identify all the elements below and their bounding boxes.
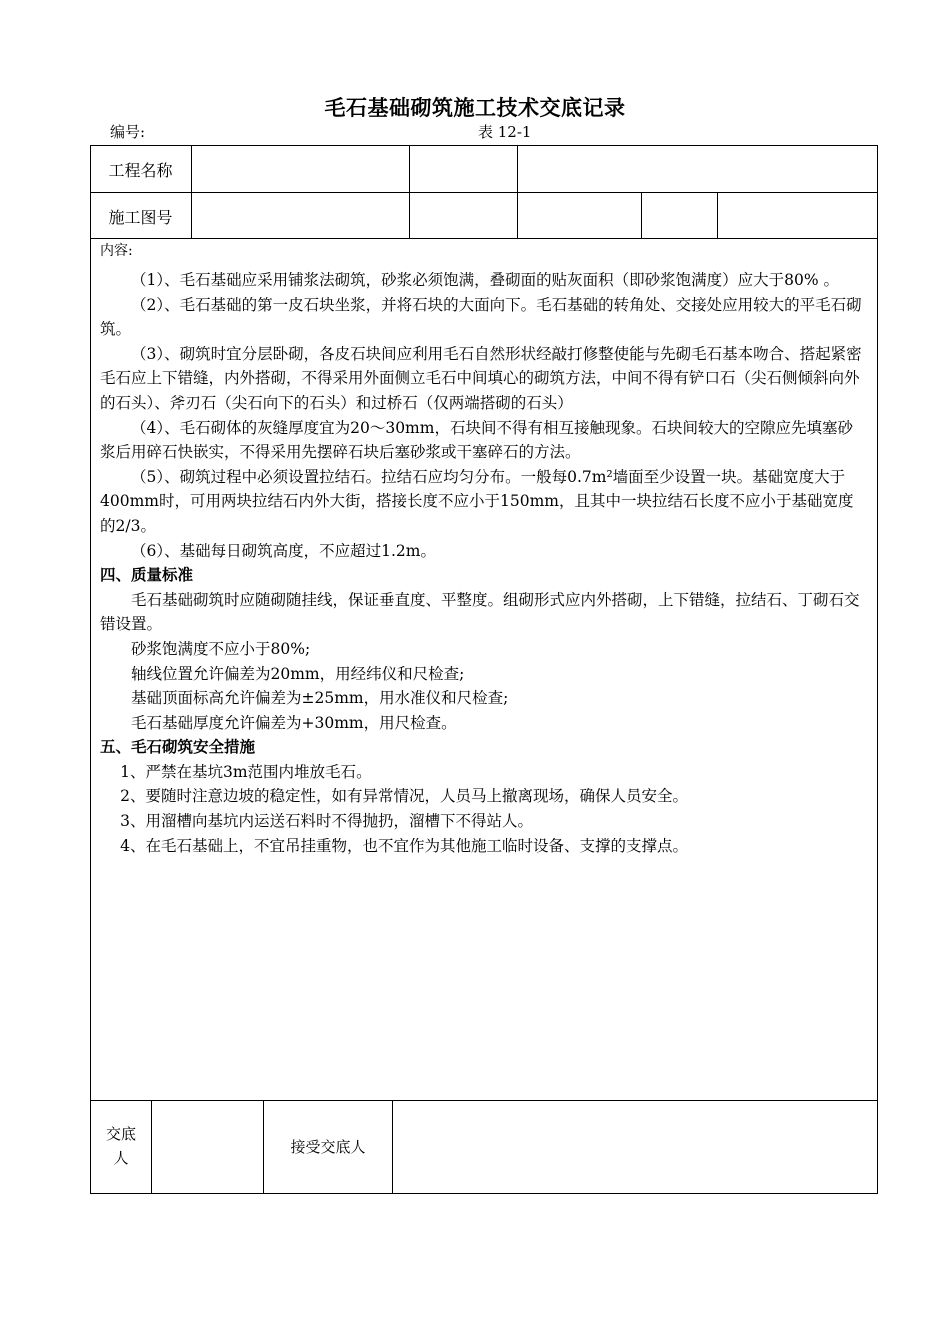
paragraph-2: （2）、毛石基础的第一皮石块坐浆，并将石块的大面向下。毛石基础的转角处、交接处应用较大的平毛石砌筑。 — [100, 295, 862, 339]
project-name-value[interactable] — [192, 146, 408, 191]
safety-item-1: 1、严禁在基坑3m范围内堆放毛石。 — [120, 762, 372, 781]
quality-item-2: 轴线位置允许偏差为20mm，用经纬仪和尺检查; — [131, 664, 465, 683]
paragraph-1: （1）、毛石基础应采用铺浆法砌筑，砂浆必须饱满，叠砌面的贴灰面积（即砂浆饱满度）应大于80% 。 — [131, 271, 839, 289]
table-number: 表 12-1 — [478, 123, 532, 141]
receiver-label: 接受交底人 — [290, 1138, 366, 1156]
section-4-intro: 毛石基础砌筑时应随砌随挂线，保证垂直度、平整度。组砌形式应内外搭砌，上下错缝，拉结石、丁砌石交错设置。 — [100, 590, 860, 634]
paragraph-6: （6）、基础每日砌筑高度，不应超过1.2m。 — [131, 541, 436, 560]
safety-item-2: 2、要随时注意边坡的稳定性，如有异常情况，人员马上撤离现场，确保人员安全。 — [120, 787, 689, 806]
receiver-signature[interactable] — [393, 1101, 877, 1193]
drawing-no-label: 施工图号 — [108, 208, 173, 227]
row-divider-2 — [90, 238, 878, 239]
col-divider-b — [409, 145, 410, 238]
safety-item-4: 4、在毛石基础上，不宜吊挂重物，也不宜作为其他施工临时设备、支撑的支撑点。 — [120, 836, 689, 855]
section-4-heading: 四、质量标准 — [100, 565, 194, 585]
handover-person-label: 交底人 — [105, 1125, 136, 1167]
paragraph-4: （4）、毛石砌体的灰缝厚度宜为20～30mm，石块间不得有相互接触现象。石块间较大的空隙应先填塞砂浆后用碎石快嵌实，不得采用先摆碎石块后塞砂浆或干塞碎石的方法。 — [100, 418, 853, 462]
quality-item-3: 基础顶面标高允许偏差为±25mm，用水准仪和尺检查; — [131, 689, 509, 708]
project-name-label: 工程名称 — [108, 161, 173, 180]
col-divider-c — [517, 145, 518, 238]
code-label: 编号: — [110, 123, 146, 141]
col-divider-e — [717, 192, 718, 238]
content-label: 内容: — [100, 243, 133, 259]
quality-item-1: 砂浆饱满度不应小于80%; — [131, 639, 311, 658]
quality-item-4: 毛石基础厚度允许偏差为+30mm，用尺检查。 — [131, 713, 457, 732]
safety-item-3: 3、用溜槽向基坑内运送石料时不得抛扔，溜槽下不得站人。 — [120, 812, 534, 831]
content-area — [100, 240, 866, 858]
handover-person-signature[interactable] — [152, 1101, 262, 1193]
paragraph-3: （3）、砌筑时宜分层卧砌，各皮石块间应利用毛石自然形状经敲打修整使能与先砌毛石基本吻合、搭起紧密毛石应上下错缝，内外搭砌，不得采用外面侧立毛石中间填心的砌筑方法，中间不得有铲口石（尖石侧倾斜向外的石头）、斧刃石（尖石向下的石头）和过桥石（仅两端搭砌的石头） — [100, 344, 862, 412]
drawing-no-value[interactable] — [192, 193, 408, 237]
paragraph-5: （5）、砌筑过程中必须设置拉结石。拉结石应均匀分布。一般每0.7m²墙面至少设置一块。基础宽度大于400mm时，可用两块拉结石内外大街，搭接长度不应小于150mm，且其中一块拉结石长度不应小于基础宽度的2/3。 — [100, 467, 854, 535]
col-divider-d — [641, 192, 642, 238]
section-5-heading: 五、毛石砌筑安全措施 — [100, 737, 256, 757]
document-title: 毛石基础砌筑施工技术交底记录 — [324, 95, 626, 120]
